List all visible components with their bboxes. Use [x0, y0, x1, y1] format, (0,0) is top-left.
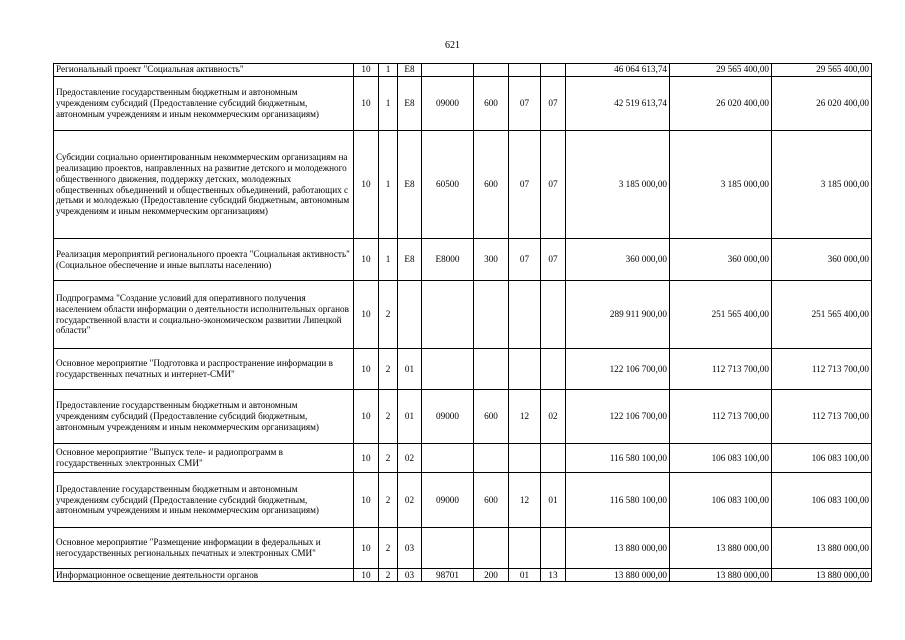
row-subsection-code: 2 [379, 444, 398, 473]
row-code-2 [541, 444, 566, 473]
row-name: Подпрограмма "Создание условий для оперативного получения населением области информации о деятельности исполнительных органов государственной власти и социально-экономическом развитии Липецкой области" [54, 281, 354, 349]
row-code-2 [541, 281, 566, 349]
row-amount-year-2: 112 713 700,00 [670, 349, 772, 390]
row-code-2: 07 [541, 77, 566, 131]
row-subsection-code: 2 [379, 349, 398, 390]
row-name: Реализация мероприятий регионального проекта "Социальная активность" (Социальное обеспечение и иные выплаты населению) [54, 239, 354, 281]
row-section-code: 10 [354, 239, 379, 281]
row-name: Субсидии социально ориентированным некоммерческим организациям на реализацию проектов, направленных на развитие детского и молодежного общественного движения, поддержку детских, молодежных общественных объединений и общественных объединений, работающих с детьми и молодежью (Предоставление субсидий бюджетным, автономным учреждениям и иным некоммерческим организациям) [54, 131, 354, 239]
page-number: 621 [445, 40, 460, 51]
row-amount-year-2: 112 713 700,00 [670, 390, 772, 444]
row-code-1: 07 [509, 239, 541, 281]
row-target-code-part1: 01 [398, 390, 422, 444]
row-name: Предоставление государственным бюджетным и автономным учреждениям субсидий (Предоставление субсидий бюджетным, автономным учреждениям и иным некоммерческим организациям) [54, 473, 354, 528]
row-subsection-code: 2 [379, 569, 398, 582]
row-target-code-part1: 03 [398, 528, 422, 569]
row-target-code-part2 [422, 281, 474, 349]
row-target-code-part2: 60500 [422, 131, 474, 239]
row-target-code-part2 [422, 528, 474, 569]
row-expense-type-code: 200 [474, 569, 509, 582]
row-code-2: 07 [541, 239, 566, 281]
row-subsection-code: 1 [379, 64, 398, 77]
row-target-code-part2: 09000 [422, 473, 474, 528]
row-amount-year-3: 251 565 400,00 [772, 281, 872, 349]
row-amount-year-3: 29 565 400,00 [772, 64, 872, 77]
row-target-code-part2: 98701 [422, 569, 474, 582]
row-section-code: 10 [354, 528, 379, 569]
table-row [54, 281, 872, 349]
row-amount-year-3: 106 083 100,00 [772, 473, 872, 528]
row-target-code-part1 [398, 281, 422, 349]
row-amount-year-2: 360 000,00 [670, 239, 772, 281]
row-amount-year-3: 26 020 400,00 [772, 77, 872, 131]
row-amount-year-3: 106 083 100,00 [772, 444, 872, 473]
row-code-2: 13 [541, 569, 566, 582]
row-amount-year-2: 13 880 000,00 [670, 569, 772, 582]
row-target-code-part2 [422, 444, 474, 473]
row-code-1 [509, 281, 541, 349]
row-expense-type-code: 600 [474, 131, 509, 239]
row-section-code: 10 [354, 77, 379, 131]
row-subsection-code: 2 [379, 528, 398, 569]
row-target-code-part1: 02 [398, 473, 422, 528]
row-section-code: 10 [354, 390, 379, 444]
row-code-1 [509, 444, 541, 473]
row-target-code-part2: 09000 [422, 390, 474, 444]
row-code-1: 12 [509, 473, 541, 528]
row-expense-type-code: 300 [474, 239, 509, 281]
row-section-code: 10 [354, 281, 379, 349]
row-name: Предоставление государственным бюджетным и автономным учреждениям субсидий (Предоставление субсидий бюджетным, автономным учреждениям и иным некоммерческим организациям) [54, 77, 354, 131]
table-row [54, 390, 872, 444]
row-amount-year-3: 112 713 700,00 [772, 390, 872, 444]
row-name: Региональный проект "Социальная активность" [54, 64, 354, 77]
row-code-1 [509, 64, 541, 77]
row-amount-year-2: 106 083 100,00 [670, 473, 772, 528]
row-expense-type-code [474, 528, 509, 569]
row-section-code: 10 [354, 349, 379, 390]
table-row [54, 239, 872, 281]
row-section-code: 10 [354, 64, 379, 77]
row-amount-year-2: 3 185 000,00 [670, 131, 772, 239]
row-amount-year-3: 13 880 000,00 [772, 569, 872, 582]
row-target-code-part1: E8 [398, 77, 422, 131]
table-row [54, 473, 872, 528]
row-code-2 [541, 528, 566, 569]
row-subsection-code: 2 [379, 281, 398, 349]
row-section-code: 10 [354, 569, 379, 582]
row-target-code-part2: E8000 [422, 239, 474, 281]
row-expense-type-code [474, 281, 509, 349]
row-expense-type-code [474, 444, 509, 473]
row-subsection-code: 1 [379, 77, 398, 131]
budget-table [53, 63, 872, 582]
row-expense-type-code: 600 [474, 473, 509, 528]
row-code-1: 07 [509, 131, 541, 239]
table-row [54, 77, 872, 131]
row-name: Основное мероприятие "Размещение информации в федеральных и негосударственных региональных печатных и электронных СМИ" [54, 528, 354, 569]
row-amount-year-2: 106 083 100,00 [670, 444, 772, 473]
row-target-code-part1: E8 [398, 239, 422, 281]
row-target-code-part1: E8 [398, 131, 422, 239]
row-expense-type-code [474, 64, 509, 77]
row-code-2: 07 [541, 131, 566, 239]
row-amount-year-2: 29 565 400,00 [670, 64, 772, 77]
row-code-1: 12 [509, 390, 541, 444]
row-target-code-part2: 09000 [422, 77, 474, 131]
row-amount-year-2: 13 880 000,00 [670, 528, 772, 569]
row-code-1 [509, 528, 541, 569]
row-subsection-code: 2 [379, 473, 398, 528]
row-subsection-code: 1 [379, 239, 398, 281]
table-row [54, 444, 872, 473]
row-amount-year-2: 26 020 400,00 [670, 77, 772, 131]
row-amount-year-1: 13 880 000,00 [566, 569, 670, 582]
row-amount-year-1: 116 580 100,00 [566, 444, 670, 473]
row-target-code-part1: 03 [398, 569, 422, 582]
row-amount-year-1: 360 000,00 [566, 239, 670, 281]
row-code-1 [509, 349, 541, 390]
row-target-code-part1: 01 [398, 349, 422, 390]
row-amount-year-1: 289 911 900,00 [566, 281, 670, 349]
row-code-2: 01 [541, 473, 566, 528]
row-amount-year-3: 3 185 000,00 [772, 131, 872, 239]
row-name: Предоставление государственным бюджетным и автономным учреждениям субсидий (Предоставление субсидий бюджетным, автономным учреждениям и иным некоммерческим организациям) [54, 390, 354, 444]
row-amount-year-1: 122 106 700,00 [566, 390, 670, 444]
row-amount-year-3: 13 880 000,00 [772, 528, 872, 569]
table-row [54, 131, 872, 239]
row-amount-year-1: 42 519 613,74 [566, 77, 670, 131]
table-row [54, 528, 872, 569]
table-row [54, 569, 872, 582]
row-target-code-part2 [422, 349, 474, 390]
row-expense-type-code [474, 349, 509, 390]
row-section-code: 10 [354, 131, 379, 239]
row-amount-year-1: 116 580 100,00 [566, 473, 670, 528]
row-expense-type-code: 600 [474, 390, 509, 444]
row-name: Основное мероприятие "Подготовка и распространение информации в государственных печатных и интернет-СМИ" [54, 349, 354, 390]
row-amount-year-1: 122 106 700,00 [566, 349, 670, 390]
row-code-2 [541, 349, 566, 390]
row-code-1: 01 [509, 569, 541, 582]
row-amount-year-3: 360 000,00 [772, 239, 872, 281]
row-amount-year-1: 3 185 000,00 [566, 131, 670, 239]
table-row [54, 349, 872, 390]
row-amount-year-1: 13 880 000,00 [566, 528, 670, 569]
row-target-code-part1: 02 [398, 444, 422, 473]
row-section-code: 10 [354, 444, 379, 473]
row-code-1: 07 [509, 77, 541, 131]
row-target-code-part2 [422, 64, 474, 77]
row-code-2 [541, 64, 566, 77]
row-subsection-code: 2 [379, 390, 398, 444]
row-target-code-part1: E8 [398, 64, 422, 77]
table-row [54, 64, 872, 77]
row-name: Информационное освещение деятельности органов [54, 569, 354, 582]
row-amount-year-1: 46 064 613,74 [566, 64, 670, 77]
row-amount-year-3: 112 713 700,00 [772, 349, 872, 390]
row-section-code: 10 [354, 473, 379, 528]
row-code-2: 02 [541, 390, 566, 444]
row-amount-year-2: 251 565 400,00 [670, 281, 772, 349]
row-expense-type-code: 600 [474, 77, 509, 131]
row-subsection-code: 1 [379, 131, 398, 239]
row-name: Основное мероприятие "Выпуск теле- и радиопрограмм в государственных электронных СМИ" [54, 444, 354, 473]
